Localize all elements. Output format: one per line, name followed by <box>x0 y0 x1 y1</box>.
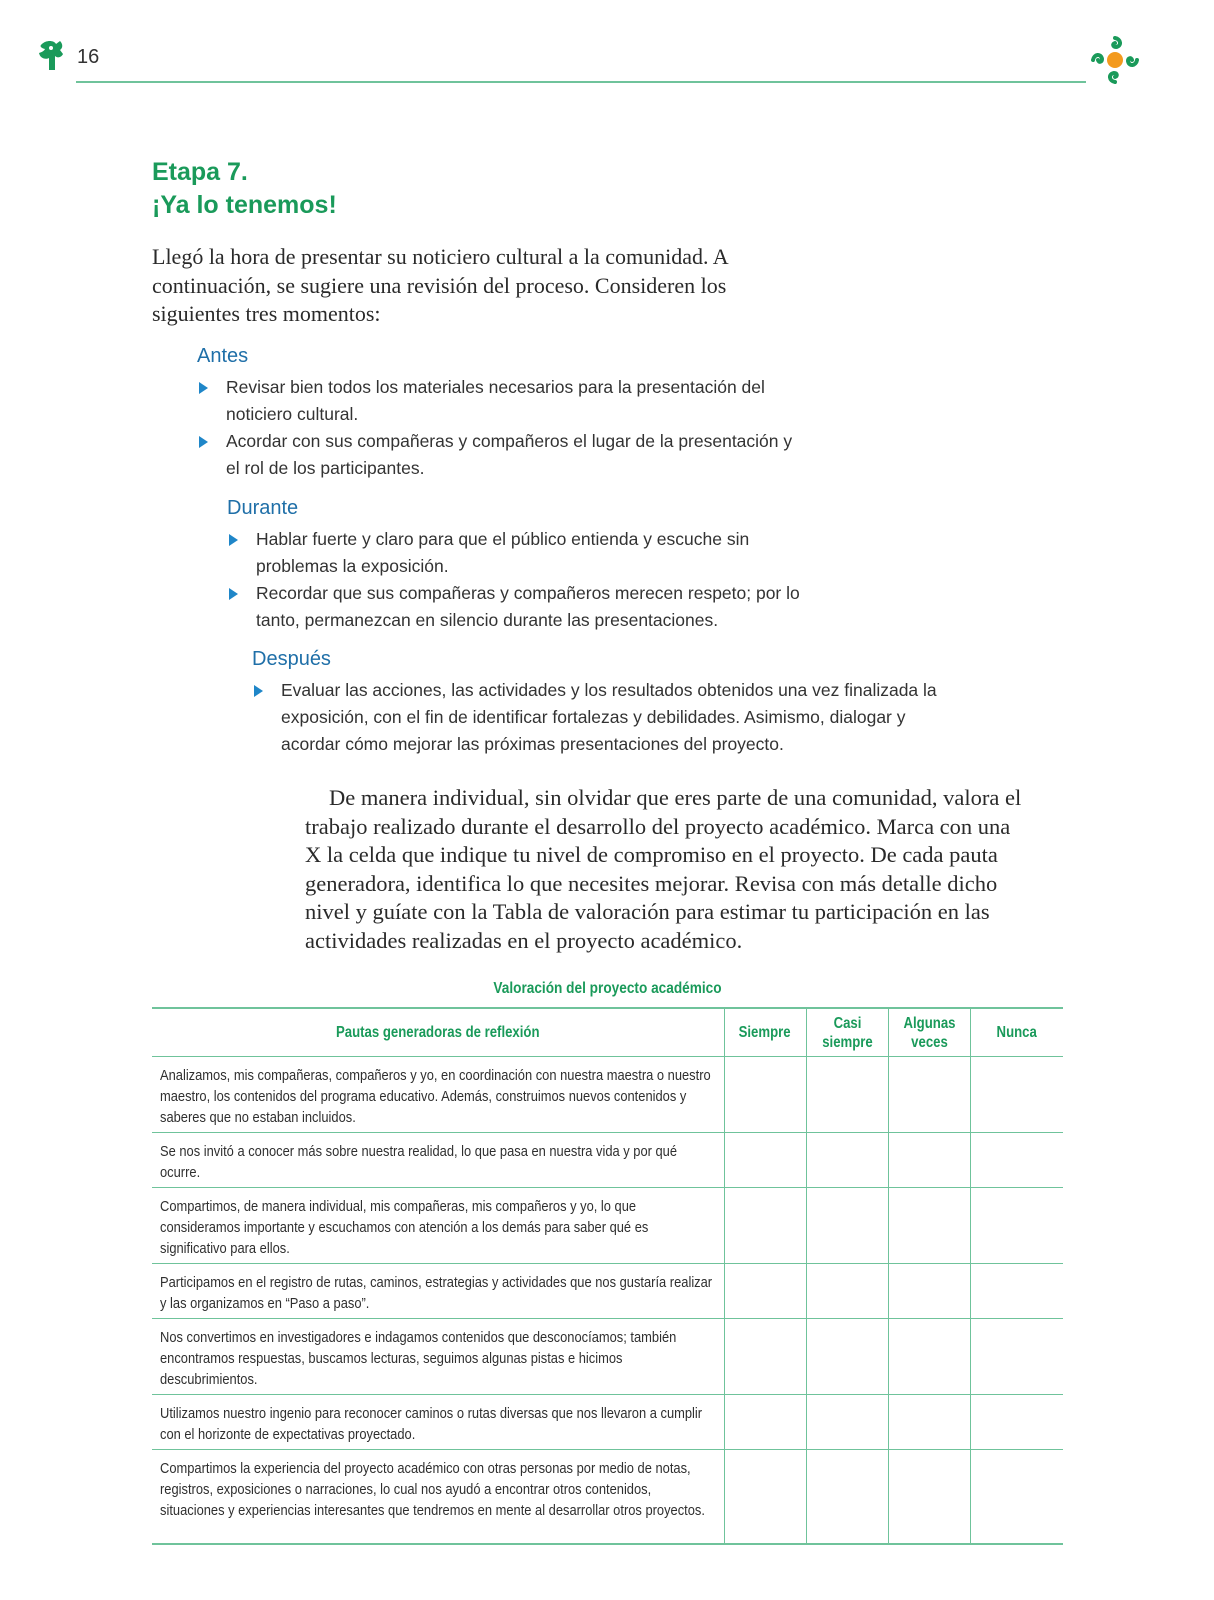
list-item <box>197 428 797 482</box>
answer-cell-almost-always[interactable] <box>806 1450 888 1544</box>
answer-cell-always[interactable] <box>724 1319 806 1395</box>
triangle-bullet-icon <box>254 685 263 697</box>
column-header-always: Siempre <box>724 1008 806 1057</box>
answer-cell-sometimes[interactable] <box>888 1188 970 1264</box>
criteria-cell: Utilizamos nuestro ingenio para reconocer caminos o rutas diversas que nos llevaron a cumplir con el horizonte de expectativas proyectado. <box>152 1395 724 1450</box>
criteria-cell: Nos convertimos en investigadores e indagamos contenidos que desconocíamos; también encontramos respuestas, buscamos lecturas, seguimos algunas pistas e hicimos descubrimientos. <box>152 1319 724 1395</box>
bullet-list <box>227 526 817 634</box>
table-row <box>152 1264 1063 1319</box>
answer-cell-almost-always[interactable] <box>806 1264 888 1319</box>
instructions-paragraph: De manera individual, sin olvidar que eres parte de una comunidad, valora el trabajo realizado durante el desarrollo del proyecto académico. Marca con una X la celda que indique tu nivel de compromiso en el proyecto. De cada pauta generadora, identifica lo que necesites mejorar. Revisa con más detalle dicho nivel y guíate con la Tabla de valoración para estimar tu participación en las actividades realizadas en el proyecto académico. <box>305 785 1022 953</box>
intro-paragraph: Llegó la hora de presentar su noticiero cultural a la comunidad. A continuación, se sugiere una revisión del proceso. Consideren los siguientes tres momentos: <box>152 244 728 326</box>
column-header-never: Nunca <box>970 1008 1063 1057</box>
table-header-row <box>152 1008 1063 1057</box>
answer-cell-never[interactable] <box>970 1450 1063 1544</box>
answer-cell-always[interactable] <box>724 1395 806 1450</box>
stage-title: Etapa 7. <box>152 158 248 186</box>
page-number: 16 <box>77 46 100 68</box>
bullet-list <box>197 374 797 482</box>
triangle-bullet-icon <box>229 534 238 546</box>
table-row <box>152 1395 1063 1450</box>
table-row <box>152 1319 1063 1395</box>
section-durante <box>227 497 817 634</box>
list-item <box>197 374 797 428</box>
answer-cell-sometimes[interactable] <box>888 1395 970 1450</box>
answer-cell-almost-always[interactable] <box>806 1133 888 1188</box>
header-rule <box>76 81 1086 83</box>
list-item <box>227 580 817 634</box>
table-row <box>152 1188 1063 1264</box>
answer-cell-never[interactable] <box>970 1188 1063 1264</box>
column-header-sometimes: Algunas veces <box>888 1008 970 1057</box>
answer-cell-sometimes[interactable] <box>888 1450 970 1544</box>
stage-subtitle: ¡Ya lo tenemos! <box>152 191 337 219</box>
flower-logo-icon <box>1088 33 1142 87</box>
answer-cell-sometimes[interactable] <box>888 1133 970 1188</box>
bullet-list <box>252 677 952 758</box>
table-row <box>152 1133 1063 1188</box>
answer-cell-always[interactable] <box>724 1264 806 1319</box>
triangle-bullet-icon <box>229 588 238 600</box>
answer-cell-always[interactable] <box>724 1450 806 1544</box>
list-item-text: Hablar fuerte y claro para que el público entienda y escuche sin problemas la exposición. <box>256 529 750 576</box>
section-antes <box>197 345 797 482</box>
answer-cell-sometimes[interactable] <box>888 1264 970 1319</box>
triangle-bullet-icon <box>199 382 208 394</box>
section-heading: Antes <box>197 345 249 367</box>
answer-cell-almost-always[interactable] <box>806 1395 888 1450</box>
criteria-cell: Compartimos la experiencia del proyecto académico con otras personas por medio de notas, registros, exposiciones o narraciones, lo cual nos ayudó a encontrar otros contenidos, situaciones y experiencias interesantes que tendremos en mente al desarrollar otros proyectos. <box>152 1450 724 1544</box>
column-header-almost-always: Casi siempre <box>806 1008 888 1057</box>
criteria-cell: Se nos invitó a conocer más sobre nuestra realidad, lo que pasa en nuestra vida y por qué ocurre. <box>152 1133 724 1188</box>
answer-cell-never[interactable] <box>970 1057 1063 1133</box>
answer-cell-always[interactable] <box>724 1188 806 1264</box>
answer-cell-never[interactable] <box>970 1264 1063 1319</box>
triangle-bullet-icon <box>199 436 208 448</box>
answer-cell-always[interactable] <box>724 1133 806 1188</box>
answer-cell-never[interactable] <box>970 1395 1063 1450</box>
answer-cell-sometimes[interactable] <box>888 1319 970 1395</box>
table-row <box>152 1450 1063 1544</box>
evaluation-table <box>152 1007 1063 1545</box>
list-item <box>227 526 817 580</box>
answer-cell-never[interactable] <box>970 1319 1063 1395</box>
list-item-text: Acordar con sus compañeras y compañeros el lugar de la presentación y el rol de los participantes. <box>226 431 793 478</box>
list-item-text: Revisar bien todos los materiales necesarios para la presentación del noticiero cultural. <box>226 377 765 424</box>
list-item <box>252 677 952 758</box>
answer-cell-never[interactable] <box>970 1133 1063 1188</box>
answer-cell-almost-always[interactable] <box>806 1188 888 1264</box>
section-despues <box>252 648 952 758</box>
answer-cell-almost-always[interactable] <box>806 1057 888 1133</box>
table-row <box>152 1057 1063 1133</box>
list-item-text: Evaluar las acciones, las actividades y los resultados obtenidos una vez finalizada la exposición, con el fin de identificar fortalezas y debilidades. Asimismo, dialogar y acordar cómo mejorar las próximas presentaciones del proyecto. <box>281 680 937 754</box>
answer-cell-sometimes[interactable] <box>888 1057 970 1133</box>
book-series-logo-icon <box>36 38 68 74</box>
list-item-text: Recordar que sus compañeras y compañeros merecen respeto; por lo tanto, permanezcan en silencio durante las presentaciones. <box>256 583 800 630</box>
table-caption: Valoración del proyecto académico <box>493 980 722 997</box>
criteria-cell: Analizamos, mis compañeras, compañeros y yo, en coordinación con nuestra maestra o nuestro maestro, los contenidos del programa educativo. Además, construimos nuevos contenidos y saberes que no estaban incluidos. <box>152 1057 724 1133</box>
section-heading: Después <box>252 648 331 670</box>
column-header-criteria: Pautas generadoras de reflexión <box>152 1008 724 1057</box>
answer-cell-almost-always[interactable] <box>806 1319 888 1395</box>
criteria-cell: Compartimos, de manera individual, mis compañeras, mis compañeros y yo, lo que consideramos importante y escuchamos con atención a los demás para saber qué es significativo para ellos. <box>152 1188 724 1264</box>
section-heading: Durante <box>227 497 299 519</box>
criteria-cell: Participamos en el registro de rutas, caminos, estrategias y actividades que nos gustaría realizar y las organizamos en “Paso a paso”. <box>152 1264 724 1319</box>
answer-cell-always[interactable] <box>724 1057 806 1133</box>
